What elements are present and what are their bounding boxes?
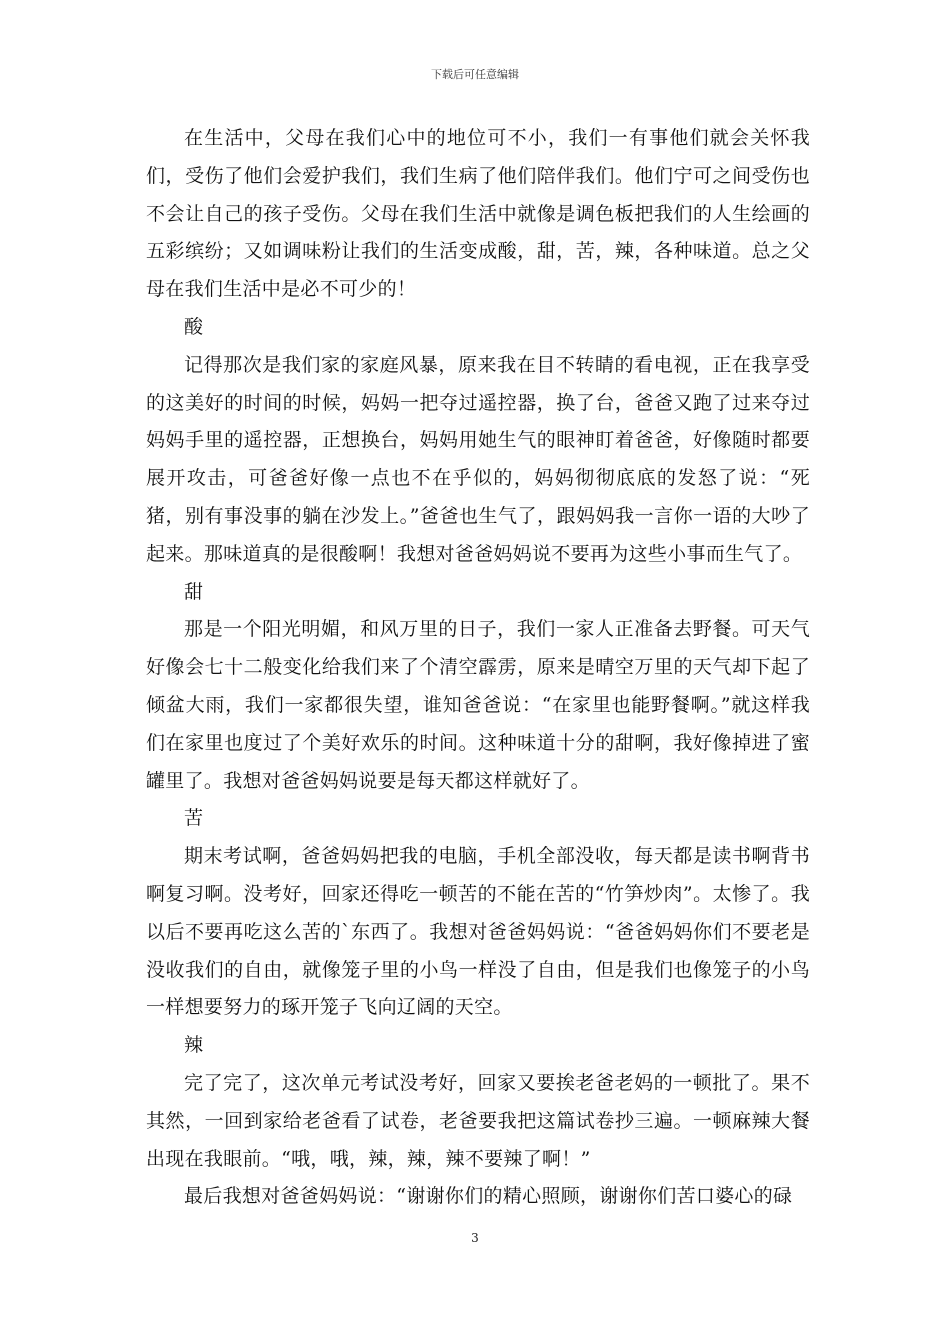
section-paragraph-bitter: 期末考试啊，爸爸妈妈把我的电脑，手机全部没收，每天都是读书啊背书啊复习啊。没考好，回家还得吃一顿苦的不能在苦的“竹笋炒肉”。太惨了。我以后不要再吃这么苦的`东西了。我想对爸爸妈妈说：“爸爸妈妈你们不要老是没收我们的自由，就像笼子里的小鸟一样没了自由，但是我们也像笼子的小鸟一样想要努力的琢开笼子飞向辽阔的天空。 [146,845,810,1019]
section-paragraph-sweet: 那是一个阳光明媚，和风万里的日子，我们一家人正准备去野餐。可天气好像会七十二般变化给我们来了个清空霹雳，原来是晴空万里的天气却下起了倾盆大雨，我们一家都很失望，谁知爸爸说：“在家里也能野餐啊。”就这样我们在家里也度过了个美好欢乐的时间。这种味道十分的甜啊，我好像掉进了蜜罐里了。我想对爸爸妈妈说要是每天都这样就好了。 [146,618,810,792]
intro-paragraph: 在生活中，父母在我们心中的地位可不小，我们一有事他们就会关怀我们，受伤了他们会爱护我们，我们生病了他们陪伴我们。他们宁可之间受伤也不会让自己的孩子受伤。父母在我们生活中就像是调色板把我们的人生绘画的五彩缤纷；又如调味粉让我们的生活变成酸，甜，苦，辣，各种味道。总之父母在我们生活中是必不可少的！ [146,127,810,301]
page-number: 3 [471,1231,479,1245]
section-heading-sour: 酸 [184,315,204,338]
section-heading-sweet: 甜 [184,580,204,603]
document-body [146,120,810,1216]
page-header: 下载后可任意编辑 [431,68,519,81]
section-heading-spicy: 辣 [184,1034,204,1057]
section-paragraph-sour: 记得那次是我们家的家庭风暴，原来我在目不转睛的看电视，正在我享受的这美好的时间的时候，妈妈一把夺过遥控器，换了台，爸爸又跑了过来夺过妈妈手里的遥控器，正想换台，妈妈用她生气的眼神盯着爸爸，好像随时都要展开攻击，可爸爸好像一点也不在乎似的，妈妈彻彻底底的发怒了说：“死猪，别有事没事的躺在沙发上。”爸爸也生气了，跟妈妈我一言你一语的大吵了起来。那味道真的是很酸啊！我想对爸爸妈妈说不要再为这些小事而生气了。 [146,353,810,565]
section-heading-bitter: 苦 [184,807,204,830]
closing-paragraph: 最后我想对爸爸妈妈说：“谢谢你们的精心照顾，谢谢你们苦口婆心的碌 [184,1185,793,1208]
section-paragraph-spicy: 完了完了，这次单元考试没考好，回家又要挨老爸老妈的一顿批了。果不其然，一回到家给老爸看了试卷，老爸要我把这篇试卷抄三遍。一顿麻辣大餐出现在我眼前。“哦，哦，辣，辣，辣不要辣了啊！” [146,1071,810,1170]
